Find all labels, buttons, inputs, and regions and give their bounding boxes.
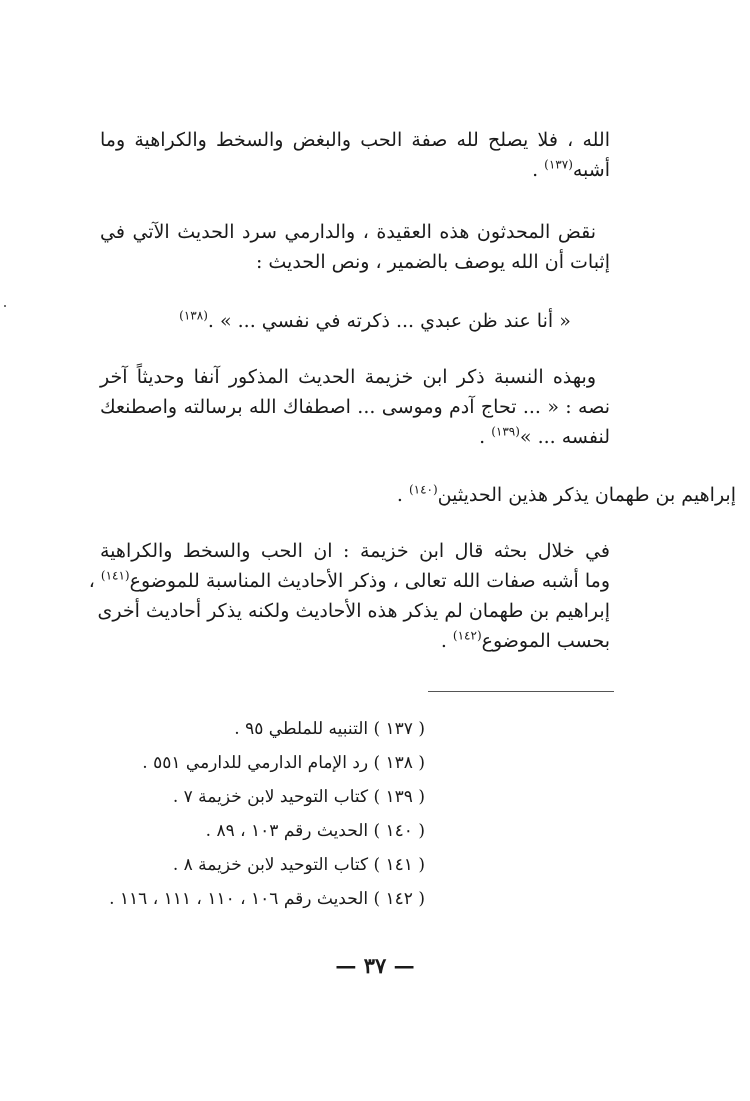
paragraph-4 <box>0 362 750 452</box>
text-run: . <box>479 426 492 448</box>
text-run: أشبه <box>572 159 610 181</box>
footnote-item: ( ١٣٧ ) التنبيه للملطي ٩٥ . <box>234 719 425 739</box>
footnotes <box>0 712 750 916</box>
text-run: لنفسه ... » <box>519 426 610 448</box>
hadith-quote <box>0 306 750 336</box>
paragraph-line <box>100 155 610 185</box>
scan-speck <box>4 305 6 307</box>
paragraph-line: إبراهيم بن طهمان لم يذكر هذه الأحاديث ولكنه يذكر أحاديث أخرى <box>97 600 610 622</box>
footnote-divider <box>428 691 614 692</box>
footnote-item: ( ١٣٨ ) رد الإمام الدارمي للدارمي ٥٥١ . <box>142 753 425 773</box>
paragraph-line: في خلال بحثه قال ابن خزيمة : ان الحب والسخط والكراهية <box>100 540 610 562</box>
page-number: — ٣٧ — <box>335 953 415 978</box>
text-run: . <box>396 484 409 506</box>
text-run: بحسب الموضوع <box>481 630 610 652</box>
paragraph-1 <box>0 125 750 185</box>
footnote-ref: (١٣٧) <box>544 157 573 172</box>
quote-text: « أنا عند ظن عبدي ... ذكرته في نفسي ... » . <box>207 310 571 332</box>
text-run: . <box>532 159 545 181</box>
text-run: ، <box>88 570 101 592</box>
footnote-ref: (١٣٩) <box>491 424 520 439</box>
paragraph-line: الله ، فلا يصلح لله صفة الحب والبغض والسخط والكراهية وما <box>100 129 610 151</box>
footnote-ref: (١٣٨) <box>179 308 208 323</box>
paragraph-line <box>100 422 610 452</box>
footnote-item: ( ١٤١ ) كتاب التوحيد لابن خزيمة ٨ . <box>172 855 425 875</box>
paragraph-2 <box>0 217 750 277</box>
paragraph-line <box>0 306 750 336</box>
paragraph-line: نصه : « ... تحاج آدم وموسى ... اصطفاك الله برسالته واصطنعك <box>100 396 610 418</box>
text-run: وما أشبه صفات الله تعالى ، وذكر الأحاديث المناسبة للموضوع <box>129 570 610 592</box>
footnote-item: ( ١٤٢ ) الحديث رقم ١٠٦ ، ١١٠ ، ١١١ ، ١١٦ . <box>109 889 425 909</box>
paragraph-5 <box>0 480 750 510</box>
footnote-item: ( ١٣٩ ) كتاب التوحيد لابن خزيمة ٧ . <box>172 787 425 807</box>
footnote-ref: (١٤٢) <box>452 628 482 643</box>
paragraph-6 <box>0 536 750 656</box>
footnote-ref: (١٤١) <box>100 568 130 583</box>
paragraph-line: إثبات أن الله يوصف بالضمير ، ونص الحديث : <box>255 251 610 273</box>
paragraph-line <box>88 566 610 596</box>
footnote-item: ( ١٤٠ ) الحديث رقم ١٠٣ ، ٨٩ . <box>205 821 425 841</box>
footnote-ref: (١٤٠) <box>408 482 438 497</box>
paragraph-line: وبهذه النسبة ذكر ابن خزيمة الحديث المذكور آنفا وحديثاً آخر <box>100 366 596 388</box>
text-run: . <box>440 630 453 652</box>
paragraph-line <box>100 480 736 510</box>
paragraph-line: نقض المحدثون هذه العقيدة ، والدارمي سرد الحديث الآتي في <box>100 221 596 243</box>
paragraph-line <box>100 626 610 656</box>
text-run: إبراهيم بن طهمان يذكر هذين الحديثين <box>437 484 736 506</box>
